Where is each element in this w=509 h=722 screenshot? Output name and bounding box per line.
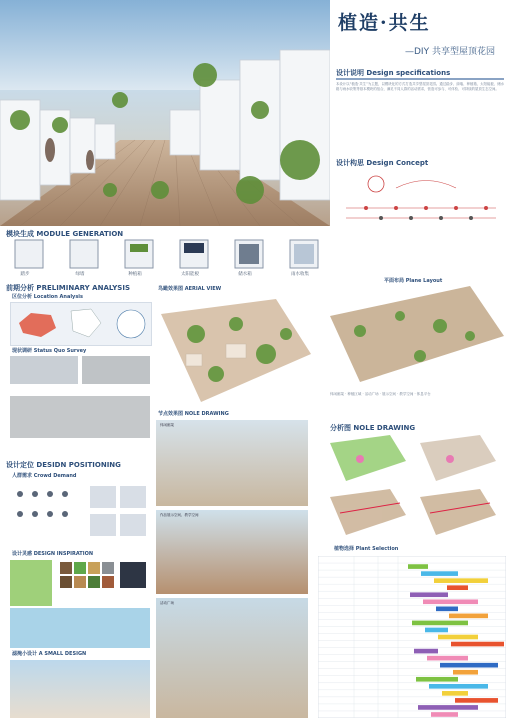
plant-bloom-bar xyxy=(442,691,468,696)
status-heading: 现状调研 Status Quo Survey xyxy=(12,348,87,354)
plant-bloom-bar xyxy=(453,670,478,675)
plan-svg xyxy=(320,286,506,386)
status-photos xyxy=(10,356,150,456)
hero-illustration xyxy=(0,0,330,226)
aerial-heading: 鸟瞰效果图 AERIAL VIEW xyxy=(158,286,222,292)
status-photo-2 xyxy=(82,356,150,384)
crowd-diagram xyxy=(10,482,150,544)
plant-bloom-bar xyxy=(447,585,468,590)
plant-bloom-bar xyxy=(440,663,498,668)
analysis-svg xyxy=(320,433,506,545)
crowd-heading: 人群需求 Crowd Demand xyxy=(12,473,77,479)
plan-legend-3: 活动广场 xyxy=(364,392,379,396)
spec-heading: 设计说明 Design specifications xyxy=(336,69,451,77)
plant-bloom-bar xyxy=(451,642,504,647)
plan-legend-6: 休息平台 xyxy=(416,392,431,396)
analysis-diagrams xyxy=(320,433,506,545)
plant-bloom-bar xyxy=(414,649,438,654)
inspiration-photo xyxy=(10,608,150,648)
plan-legend-1: 休闲廊架 xyxy=(330,392,344,396)
inspiration-blocks xyxy=(10,560,150,606)
plant-bloom-bar xyxy=(436,607,458,612)
page-subtitle: —DIY 共享型屋顶花园 xyxy=(405,47,495,57)
analysis-heading: 分析图 NOLE DRAWING xyxy=(330,424,416,432)
plant-bloom-bar xyxy=(423,599,478,604)
inspiration-svg xyxy=(10,560,150,606)
positioning-heading: 设计定位 DESIDN POSITIONING xyxy=(6,461,121,469)
plan-legend-4: 展示空间 xyxy=(382,392,397,396)
node-label-3: 活动广场 xyxy=(160,601,174,605)
status-photo-1 xyxy=(10,356,78,384)
module-label-4: 太阳能板 xyxy=(181,272,199,277)
node-label-2: 作品展示空间、教学空间 xyxy=(160,513,199,517)
module-cubes xyxy=(10,238,330,270)
plant-bloom-bar xyxy=(434,578,488,583)
plant-bloom-bar xyxy=(431,712,458,717)
aerial-view xyxy=(156,294,316,406)
plan-legend-5: 教学空间 xyxy=(399,392,414,396)
preliminary-heading: 前期分析 PRELIMINARY ANALYSIS xyxy=(6,284,130,292)
module-strip xyxy=(0,238,330,280)
hero-rendering xyxy=(0,0,330,226)
node-label-1: 休闲廊架 xyxy=(160,423,174,427)
node-heading: 节点效果图 NOLE DRAWING xyxy=(158,411,229,417)
plant-table-svg xyxy=(318,556,506,718)
plant-bloom-bar xyxy=(429,684,488,689)
location-svg xyxy=(11,303,151,345)
location-heading: 区位分析 Location Analysis xyxy=(12,294,83,300)
node-image-3 xyxy=(156,598,308,718)
plant-bloom-bar xyxy=(412,621,468,626)
node-image-1 xyxy=(156,420,308,506)
crowd-svg xyxy=(10,482,150,544)
module-label-5: 储水箱 xyxy=(238,272,252,277)
plant-bloom-bar xyxy=(438,635,478,640)
modules-heading: 模块生成 MODULE GENERATION xyxy=(6,230,124,238)
module-label-2: 绿墙 xyxy=(75,272,85,277)
location-map xyxy=(10,302,152,346)
plant-bloom-bar xyxy=(421,571,458,576)
spec-divider xyxy=(336,78,504,80)
plant-bloom-bar xyxy=(425,628,448,633)
plants-heading: 植物选择 Plant Selection xyxy=(334,546,399,552)
module-label-3: 种植箱 xyxy=(128,272,142,277)
plan-heading: 平面布局 Plane Layout xyxy=(384,278,443,284)
spec-text: 本设计以“植造·共生”为主题，以模块化的方式打造共享型屋顶花园。通过踏步、绿墙、种植箱、太阳能板、储水箱与雨水收集等基本模块的组合，满足不同人群的活动需求，营造可参与、可体验、可持续的屋顶生态空间。 xyxy=(336,82,504,91)
status-photo-3 xyxy=(10,396,150,438)
module-label-1: 踏步 xyxy=(20,272,30,277)
plant-bloom-bar xyxy=(418,705,478,710)
plan-legend-2: 种植区域 xyxy=(347,392,362,396)
module-label-6: 雨水收集 xyxy=(291,272,309,277)
page-title: 植造·共生 xyxy=(338,12,431,34)
aerial-svg xyxy=(156,294,316,406)
plan-layout xyxy=(320,286,506,386)
plant-bloom-bar xyxy=(455,698,498,703)
plant-bloom-bar xyxy=(410,592,448,597)
concept-diagram xyxy=(336,168,506,228)
plant-table xyxy=(318,556,506,718)
plant-bloom-bar xyxy=(408,564,428,569)
plant-bloom-bar xyxy=(427,656,468,661)
plant-bloom-bar xyxy=(416,677,458,682)
plan-legend: 休闲廊架 · 种植区域 · 活动广场 · 展示空间 · 教学空间 · 休息平台 xyxy=(330,392,431,396)
small-design-photo xyxy=(10,660,150,718)
small-design-heading: 滤掩小设计 A SMALL DESIGN xyxy=(12,651,87,657)
concept-heading: 设计构思 Design Concept xyxy=(336,159,429,167)
node-image-2 xyxy=(156,510,308,594)
plant-bloom-bar xyxy=(449,614,488,619)
inspiration-heading: 设计灵感 DESIGN INSPIRATION xyxy=(12,551,94,557)
